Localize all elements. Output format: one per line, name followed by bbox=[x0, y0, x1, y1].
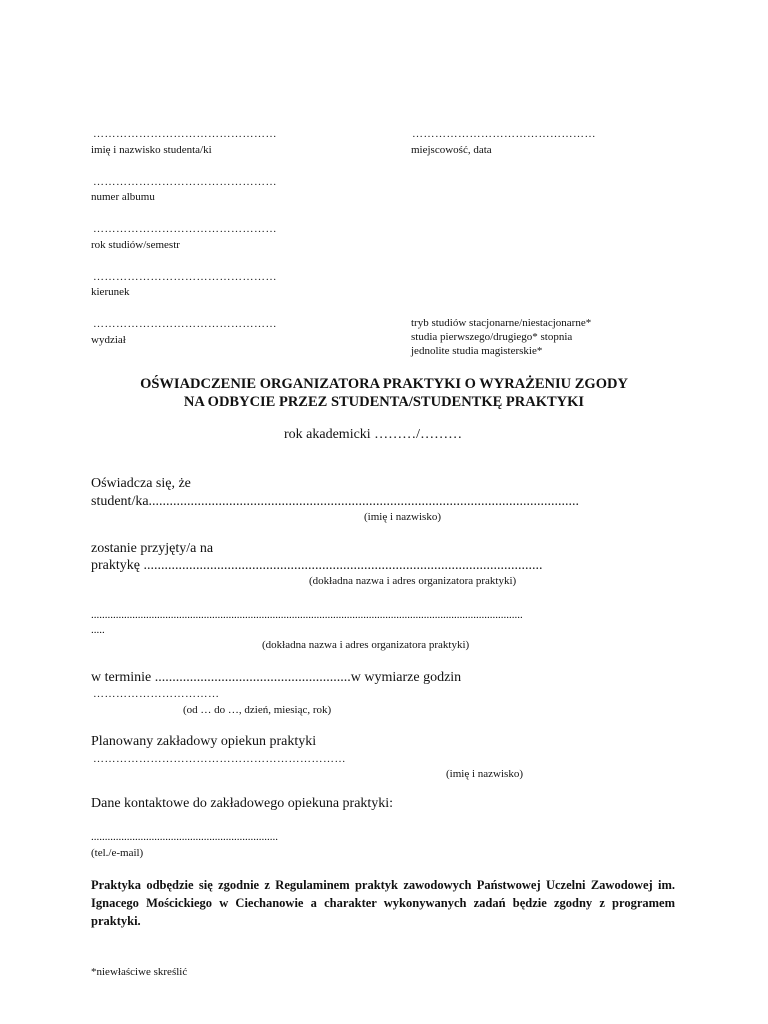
term-line: w terminie ........................................................w wymiarze godzin bbox=[91, 670, 462, 685]
internship-line: praktykę .................................................................................................................. bbox=[91, 558, 543, 573]
supervisor-hint: (imię i nazwisko) bbox=[446, 768, 523, 780]
contact-label: Dane kontaktowe do zakładowego opiekuna praktyki: bbox=[91, 796, 394, 811]
term-dots: …………………………… bbox=[93, 688, 220, 700]
study-degree-line: studia pierwszego/drugiego* stopnia bbox=[411, 331, 573, 343]
field-of-study-dots: ………………………………………… bbox=[93, 271, 277, 283]
study-year-dots: ………………………………………… bbox=[93, 223, 277, 235]
place-date-label: miejscowość, data bbox=[411, 144, 492, 156]
footnote: *niewłaściwe skreślić bbox=[91, 966, 188, 978]
regulation-paragraph: Praktyka odbędzie się zgodnie z Regulaminem praktyk zawodowych Państwowej Uczelni Zawodowej im. Ignacego Mościckiego w Ciechanowie a charakter wykonywanych zadań będzie zgodny z programem praktyki. bbox=[91, 878, 675, 928]
supervisor-dots: ………………………………………………………… bbox=[93, 753, 346, 765]
supervisor-label: Planowany zakładowy opiekun praktyki bbox=[91, 734, 317, 749]
study-uniform-line: jednolite studia magisterskie* bbox=[411, 345, 543, 357]
organizer-long-line-end: ..... bbox=[91, 624, 105, 636]
term-hint: (od … do …, dzień, miesiąc, rok) bbox=[183, 704, 332, 716]
statement-intro: Oświadcza się, że bbox=[91, 476, 191, 491]
study-year-label: rok studiów/semestr bbox=[91, 239, 180, 251]
organizer-hint: (dokładna nazwa i adres organizatora praktyki) bbox=[262, 639, 470, 651]
album-number-label: numer albumu bbox=[91, 191, 155, 203]
faculty-dots: ………………………………………… bbox=[93, 318, 277, 330]
organizer-long-line: ............................................................................................................................................................. bbox=[91, 609, 523, 621]
album-number-dots: ………………………………………… bbox=[93, 176, 277, 188]
student-line: student/ka........................................................................................................................... bbox=[91, 494, 580, 509]
place-date-dots: ………………………………………… bbox=[412, 128, 596, 140]
study-mode-line: tryb studiów stacjonarne/niestacjonarne* bbox=[411, 317, 592, 329]
student-hint: (imię i nazwisko) bbox=[364, 511, 441, 523]
academic-year: rok akademicki ………/……… bbox=[284, 427, 463, 442]
document-title-line-1: OŚWIADCZENIE ORGANIZATORA PRAKTYKI O WYRAŻENIU ZGODY bbox=[140, 376, 628, 392]
accepted-text: zostanie przyjęty/a na bbox=[91, 541, 214, 556]
student-name-dots: ………………………………………… bbox=[93, 128, 277, 140]
contact-hint: (tel./e-mail) bbox=[91, 847, 144, 859]
contact-dots: .................................................................... bbox=[91, 831, 278, 843]
field-of-study-label: kierunek bbox=[91, 286, 130, 298]
student-name-label: imię i nazwisko studenta/ki bbox=[91, 144, 212, 156]
internship-hint: (dokładna nazwa i adres organizatora praktyki) bbox=[309, 575, 517, 587]
document-title-line-2: NA ODBYCIE PRZEZ STUDENTA/STUDENTKĘ PRAKTYKI bbox=[183, 394, 585, 410]
faculty-label: wydział bbox=[91, 334, 126, 346]
